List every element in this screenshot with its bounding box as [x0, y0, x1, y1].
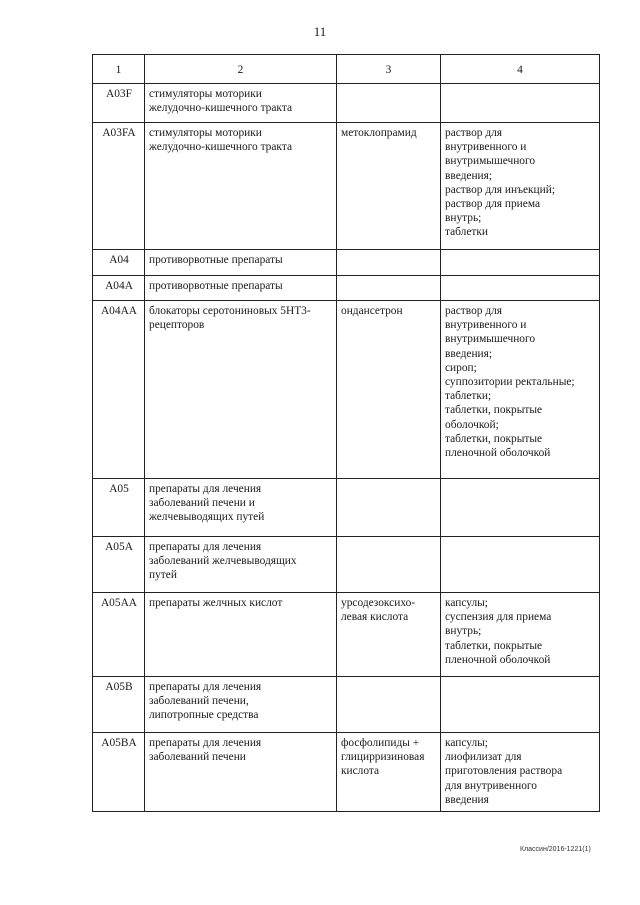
cell-line: левая кислота: [341, 611, 409, 624]
cell-line: фосфолипиды +: [341, 737, 420, 749]
cell-line: внутримышечного: [445, 333, 536, 346]
group-name-cell: [145, 733, 337, 812]
cell-line: пленочной оболочкой: [445, 447, 551, 460]
drug-name-cell: [337, 250, 441, 276]
dosage-forms-cell: [441, 276, 600, 301]
atc-code-cell: A05: [93, 479, 145, 537]
cell-line: таблетки: [445, 226, 489, 239]
cell-line: лиофилизат для: [445, 751, 522, 764]
cell-line: препараты для лечения: [149, 681, 262, 693]
table-row: [93, 276, 600, 301]
drug-name-cell: [337, 479, 441, 537]
table-row: [93, 733, 600, 812]
table-row: [93, 250, 600, 276]
cell-line: заболеваний печени,: [149, 695, 249, 708]
atc-code-cell: A03FA: [93, 123, 145, 250]
header-col-2: 2: [145, 55, 337, 84]
cell-line: противорвотные препараты: [149, 280, 283, 292]
atc-code-cell: A03F: [93, 84, 145, 123]
atc-code-cell: A04: [93, 250, 145, 276]
cell-line: глицирризиновая: [341, 751, 425, 764]
cell-line: для внутривенного: [445, 779, 537, 792]
cell-line: кислота: [341, 765, 380, 778]
cell-line: заболеваний печени: [149, 751, 246, 764]
cell-line: желудочно-кишечного тракта: [149, 141, 292, 154]
cell-line: капсулы;: [445, 597, 488, 609]
drug-name-cell: [337, 276, 441, 301]
dosage-forms-cell: [441, 593, 600, 677]
group-name-cell: [145, 123, 337, 250]
cell-line: таблетки, покрытые: [445, 639, 543, 652]
dosage-forms-cell: [441, 479, 600, 537]
cell-line: суппозитории ректальные;: [445, 376, 575, 389]
dosage-forms-cell: [441, 301, 600, 479]
cell-line: метоклопрамид: [341, 127, 417, 139]
table-row: [93, 301, 600, 479]
cell-line: внутримышечного: [445, 155, 536, 168]
cell-line: раствор для приема: [445, 198, 541, 211]
drug-name-cell: [337, 593, 441, 677]
cell-line: внутрь;: [445, 625, 482, 638]
cell-line: введения;: [445, 347, 493, 360]
cell-line: раствор для: [445, 127, 503, 139]
cell-line: желчевыводящих путей: [149, 511, 265, 524]
cell-line: капсулы;: [445, 737, 488, 749]
group-name-cell: [145, 537, 337, 593]
header-col-3: 3: [337, 55, 441, 84]
dosage-forms-cell: [441, 537, 600, 593]
group-name-cell: [145, 84, 337, 123]
drug-name-cell: [337, 301, 441, 479]
cell-line: приготовления раствора: [445, 765, 563, 778]
header-col-1: 1: [93, 55, 145, 84]
drug-name-cell: [337, 677, 441, 733]
cell-line: внутрь;: [445, 212, 482, 225]
table-row: [93, 84, 600, 123]
atc-code-cell: A05BA: [93, 733, 145, 812]
dosage-forms-cell: [441, 733, 600, 812]
cell-line: таблетки;: [445, 390, 492, 403]
table-row: [93, 537, 600, 593]
document-id: Классин/2016-1221(1): [520, 846, 591, 853]
cell-line: заболеваний печени и: [149, 497, 255, 510]
dosage-forms-cell: [441, 677, 600, 733]
table-header-row: [93, 55, 600, 84]
group-name-cell: [145, 250, 337, 276]
cell-line: пленочной оболочкой: [445, 653, 551, 666]
table-row: [93, 593, 600, 677]
group-name-cell: [145, 479, 337, 537]
dosage-forms-cell: [441, 84, 600, 123]
cell-line: введения: [445, 793, 489, 806]
table-row: [93, 123, 600, 250]
cell-line: стимуляторы моторики: [149, 127, 262, 139]
atc-code-cell: A04A: [93, 276, 145, 301]
dosage-forms-cell: [441, 123, 600, 250]
drug-name-cell: [337, 123, 441, 250]
table-row: [93, 677, 600, 733]
atc-code-cell: A05AA: [93, 593, 145, 677]
cell-line: оболочкой;: [445, 418, 499, 431]
cell-line: раствор для: [445, 305, 503, 317]
group-name-cell: [145, 677, 337, 733]
cell-line: таблетки, покрытые: [445, 432, 543, 445]
atc-code-cell: A05A: [93, 537, 145, 593]
group-name-cell: [145, 276, 337, 301]
cell-line: блокаторы серотониновых 5HT3-: [149, 305, 311, 317]
group-name-cell: [145, 301, 337, 479]
cell-line: урсодезоксихо-: [341, 597, 416, 609]
cell-line: препараты для лечения: [149, 483, 262, 495]
cell-line: внутривенного и: [445, 141, 527, 154]
drug-name-cell: [337, 537, 441, 593]
cell-line: препараты для лечения: [149, 737, 262, 749]
header-col-4: 4: [441, 55, 600, 84]
cell-line: сироп;: [445, 361, 477, 374]
table-row: [93, 479, 600, 537]
cell-line: стимуляторы моторики: [149, 88, 262, 100]
table-body: [93, 84, 600, 812]
drug-name-cell: [337, 84, 441, 123]
drug-name-cell: [337, 733, 441, 812]
cell-line: противорвотные препараты: [149, 254, 283, 266]
cell-line: липотропные средства: [149, 709, 259, 722]
cell-line: желудочно-кишечного тракта: [149, 102, 292, 115]
medication-table: [92, 54, 600, 812]
group-name-cell: [145, 593, 337, 677]
cell-line: путей: [149, 569, 177, 582]
cell-line: внутривенного и: [445, 319, 527, 332]
atc-code-cell: A04AA: [93, 301, 145, 479]
cell-line: заболеваний желчевыводящих: [149, 555, 297, 568]
cell-line: ондансетрон: [341, 305, 403, 317]
cell-line: препараты желчных кислот: [149, 597, 283, 609]
cell-line: препараты для лечения: [149, 541, 262, 553]
cell-line: суспензия для приема: [445, 611, 552, 624]
cell-line: введения;: [445, 169, 493, 182]
cell-line: раствор для инъекций;: [445, 183, 556, 196]
page-number: 11: [313, 24, 327, 39]
cell-line: таблетки, покрытые: [445, 404, 543, 417]
atc-code-cell: A05B: [93, 677, 145, 733]
cell-line: рецепторов: [149, 319, 205, 332]
dosage-forms-cell: [441, 250, 600, 276]
